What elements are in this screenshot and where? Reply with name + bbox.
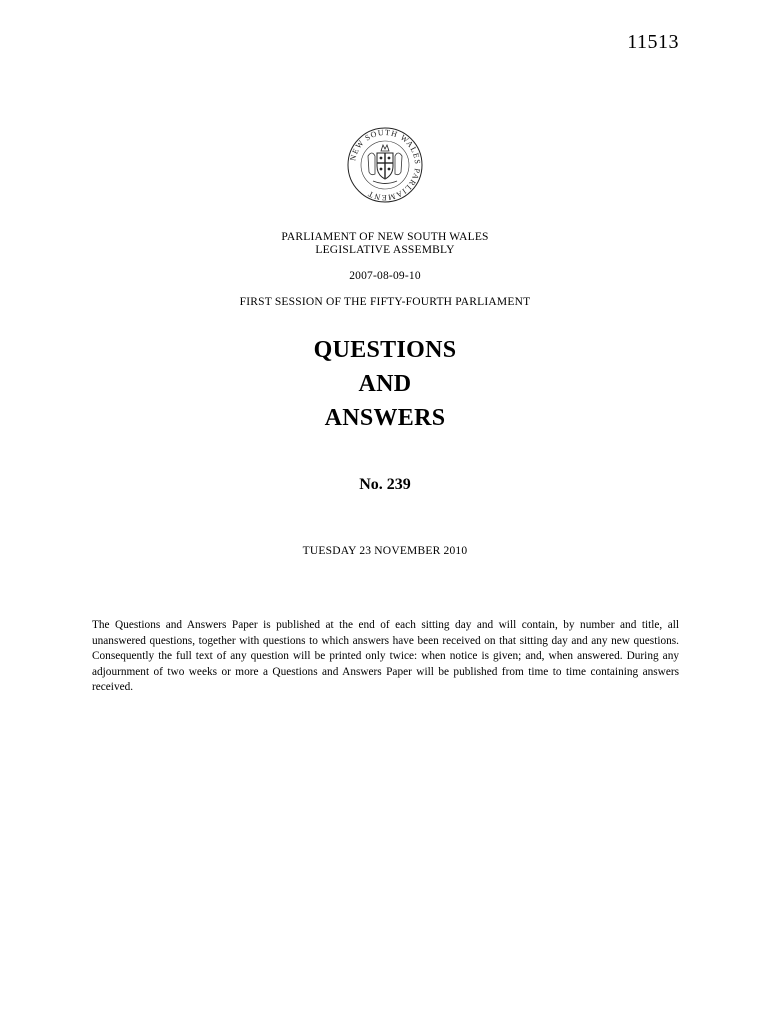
intro-paragraph: The Questions and Answers Paper is published at the end of each sitting day and will contain, by number and title, all unanswered questions, together with questions to which answers have been received on that sitting day and any new questions. Consequently the full text of any question will be printed only twice: when notice is given; and, when answered. During any adjournment of two weeks or more a Questions and Answers Paper will be published from time to time containing answers received.: [92, 619, 679, 693]
parliament-seal-icon: [346, 126, 424, 204]
session-years: 2007-08-09-10: [349, 270, 421, 282]
seal-text: NEW SOUTH WALES PARLIAMENT: [348, 127, 423, 203]
issue-number: No. 239: [359, 476, 411, 493]
title-line-answers: ANSWERS: [324, 405, 446, 431]
house-name: LEGISLATIVE ASSEMBLY: [315, 244, 455, 256]
parliament-name: PARLIAMENT OF NEW SOUTH WALES: [281, 231, 489, 243]
title-line-questions: QUESTIONS: [313, 337, 457, 363]
page-number: 11513: [627, 31, 679, 53]
sitting-date: TUESDAY 23 NOVEMBER 2010: [302, 545, 468, 557]
title-line-and: AND: [358, 371, 412, 397]
session-title: FIRST SESSION OF THE FIFTY-FOURTH PARLIAMENT: [239, 296, 531, 308]
document-title: [0, 333, 770, 435]
